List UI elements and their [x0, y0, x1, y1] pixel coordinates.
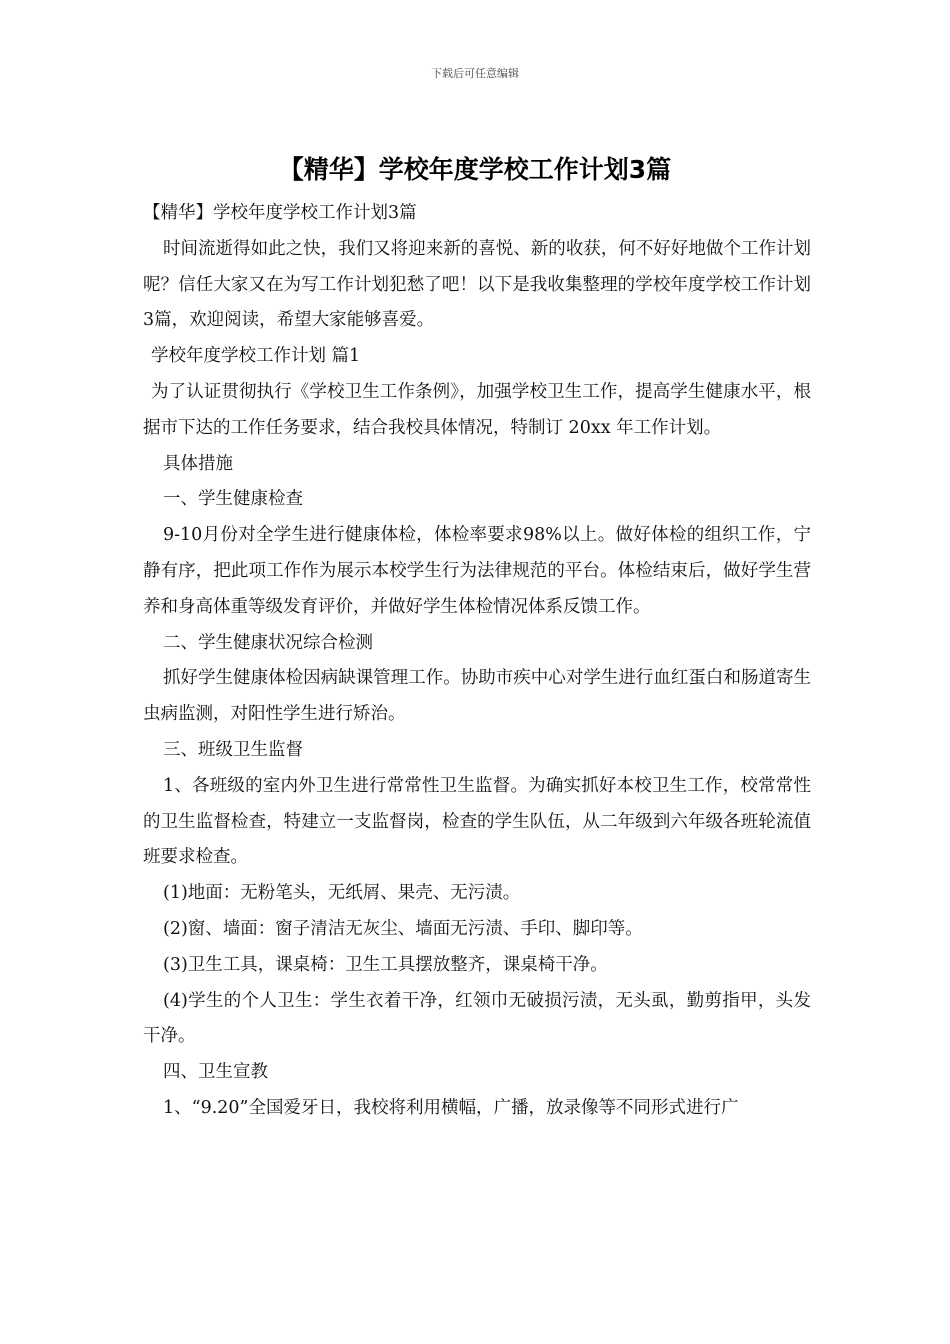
list-item-floor: (1)地面：无粉笔头，无纸屑、果壳、无污渍。: [163, 883, 521, 904]
section-heading-1: 一、学生健康检查: [163, 489, 303, 510]
paragraph-subtitle: 【精华】学校年度学校工作计划3篇: [143, 203, 417, 223]
list-item-personal-hygiene: (4)学生的个人卫生：学生衣着干净，红领巾无破损污渍，无头虱，勤剪指甲，头发干净。: [143, 990, 811, 1047]
paragraph-health-check: 9-10月份对全学生进行健康体检，体检率要求98%以上。做好体检的组织工作，宁静有序，把此项工作作为展示本校学生行为法律规范的平台。体检结束后，做好学生营养和身高体重等级发育评价，并做好学生体检情况体系反馈工作。: [143, 525, 811, 617]
list-item-window-wall: (2)窗、墙面：窗子清洁无灰尘、墙面无污渍、手印、脚印等。: [163, 918, 643, 939]
header-note: 下载后可任意编辑: [431, 67, 519, 80]
paragraph-class-hygiene: 1、各班级的室内外卫生进行常常性卫生监督。为确实抓好本校卫生工作，校常常性的卫生监督检查，特建立一支监督岗，检查的学生队伍，从二年级到六年级各班轮流值班要求检查。: [143, 775, 811, 868]
paragraph-dental-day: 1、“9.20”全国爱牙日，我校将利用横幅，广播，放录像等不同形式进行广: [163, 1097, 739, 1118]
paragraph-health-monitoring: 抓好学生健康体检因病缺课管理工作。协助市疾中心对学生进行血红蛋白和肠道寄生虫病监测，对阳性学生进行矫治。: [143, 668, 811, 725]
section-heading-plan-1: 学校年度学校工作计划 篇1: [151, 346, 361, 367]
paragraph-intro: 时间流逝得如此之快，我们又将迎来新的喜悦、新的收获，何不好好地做个工作计划呢？信任大家又在为写工作计划犯愁了吧！以下是我收集整理的学校年度学校工作计划3篇，欢迎阅读，希望大家能够喜爱。: [143, 238, 811, 331]
section-heading-3: 三、班级卫生监督: [163, 739, 303, 760]
document-title: 【精华】学校年度学校工作计划3篇: [278, 155, 672, 184]
document-body: [143, 196, 811, 1127]
section-heading-measures: 具体措施: [163, 453, 233, 474]
section-heading-4: 四、卫生宣教: [163, 1062, 268, 1083]
section-heading-2: 二、学生健康状况综合检测: [163, 632, 373, 653]
list-item-tools-desks: (3)卫生工具，课桌椅：卫生工具摆放整齐，课桌椅干净。: [163, 954, 608, 975]
paragraph-purpose: 为了认证贯彻执行《学校卫生工作条例》，加强学校卫生工作，提高学生健康水平，根据市下达的工作任务要求，结合我校具体情况，特制订 20xx 年工作计划。: [143, 381, 811, 438]
